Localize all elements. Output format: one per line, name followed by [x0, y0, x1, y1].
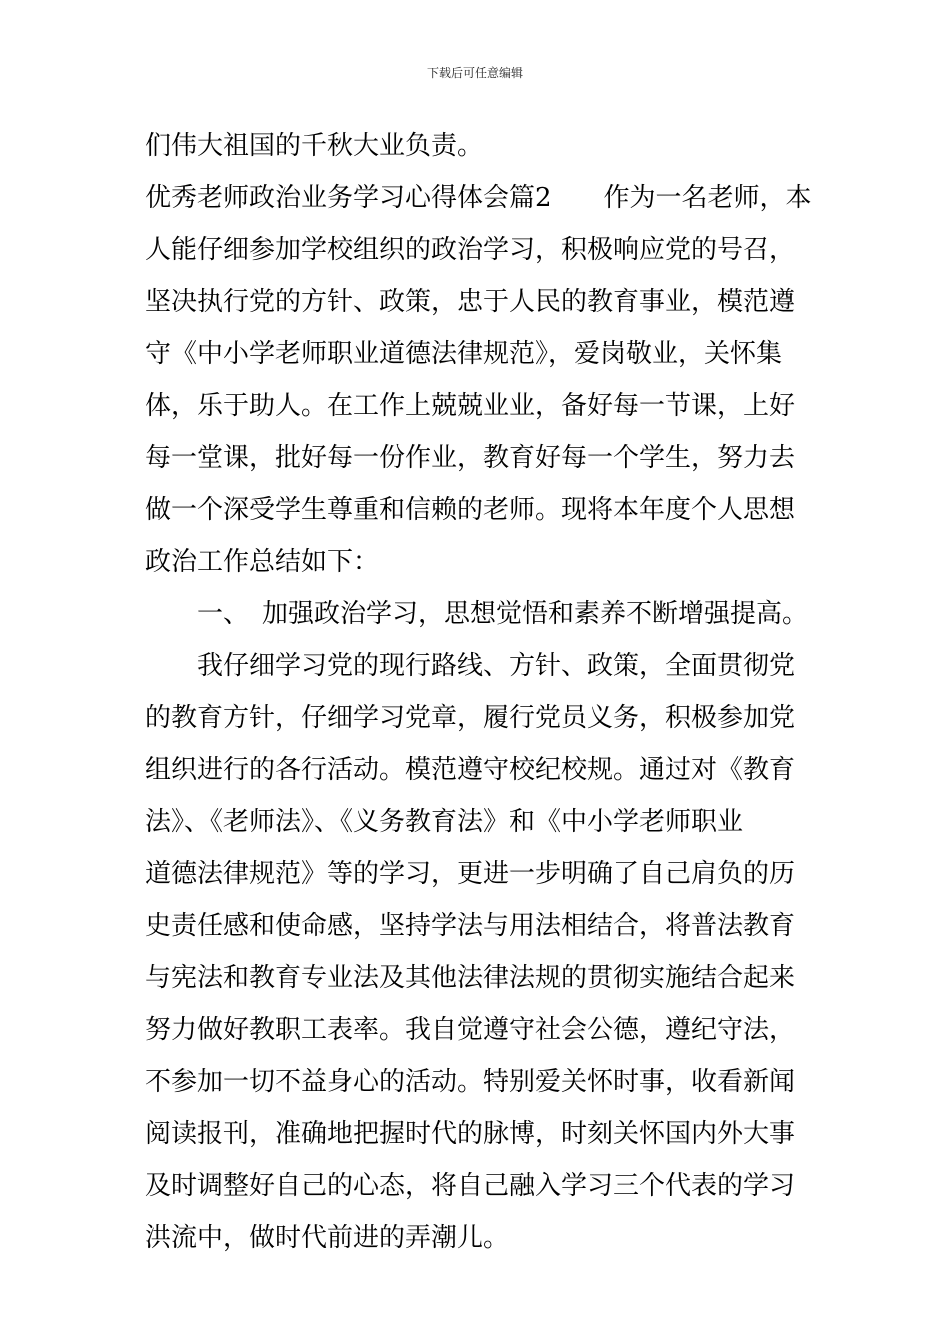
text-line: 人能仔细参加学校组织的政治学习，积极响应党的号召，: [145, 235, 796, 265]
subheading-line: 一、 加强政治学习，思想觉悟和素养不断增强提高。: [197, 599, 809, 629]
text-line: 不参加一切不益身心的活动。特别爱关怀时事，收看新闻: [145, 1067, 796, 1097]
text-line: 守《中小学老师职业道德法律规范》，爱岗敬业，关怀集: [145, 339, 783, 369]
text-line: 努力做好教职工表率。我自觉遵守社会公德，遵纪守法，: [145, 1015, 796, 1045]
text-line: 们伟大祖国的千秋大业负责。: [145, 131, 484, 161]
text-line: 法》、《老师法》、《义务教育法》和《中小学老师职业: [145, 807, 744, 837]
text-line: 每一堂课，批好每一份作业，教育好每一个学生，努力去: [145, 443, 796, 473]
text-line: 体，乐于助人。在工作上兢兢业业，备好每一节课，上好: [145, 391, 796, 421]
text-line: 的教育方针，仔细学习党章，履行党员义务，积极参加党: [145, 703, 796, 733]
text-line: 政治工作总结如下：: [145, 547, 380, 577]
text-line: 坚决执行党的方针、政策，忠于人民的教育事业，模范遵: [145, 287, 796, 317]
text-line: 洪流中，做时代前进的弄潮儿。: [145, 1223, 510, 1253]
page-header-note: 下载后可任意编辑: [426, 66, 523, 80]
document-body: [145, 120, 815, 1264]
text-line: 组织进行的各行活动。模范遵守校纪校规。通过对《教育: [145, 755, 796, 785]
section-heading-line: 优秀老师政治业务学习心得体会篇2 作为一名老师，本: [145, 183, 812, 213]
text-line: 史责任感和使命感，坚持学法与用法相结合，将普法教育: [145, 911, 796, 941]
text-line: 做一个深受学生尊重和信赖的老师。现将本年度个人思想: [145, 495, 796, 525]
paragraph-start-line: 我仔细学习党的现行路线、方针、政策，全面贯彻党: [197, 651, 796, 681]
text-line: 与宪法和教育专业法及其他法律法规的贯彻实施结合起来: [145, 963, 796, 993]
text-line: 道德法律规范》等的学习，更进一步明确了自己肩负的历: [145, 859, 796, 889]
text-line: 阅读报刊，准确地把握时代的脉博，时刻关怀国内外大事: [145, 1119, 796, 1149]
text-line: 及时调整好自己的心态，将自己融入学习三个代表的学习: [145, 1171, 796, 1201]
